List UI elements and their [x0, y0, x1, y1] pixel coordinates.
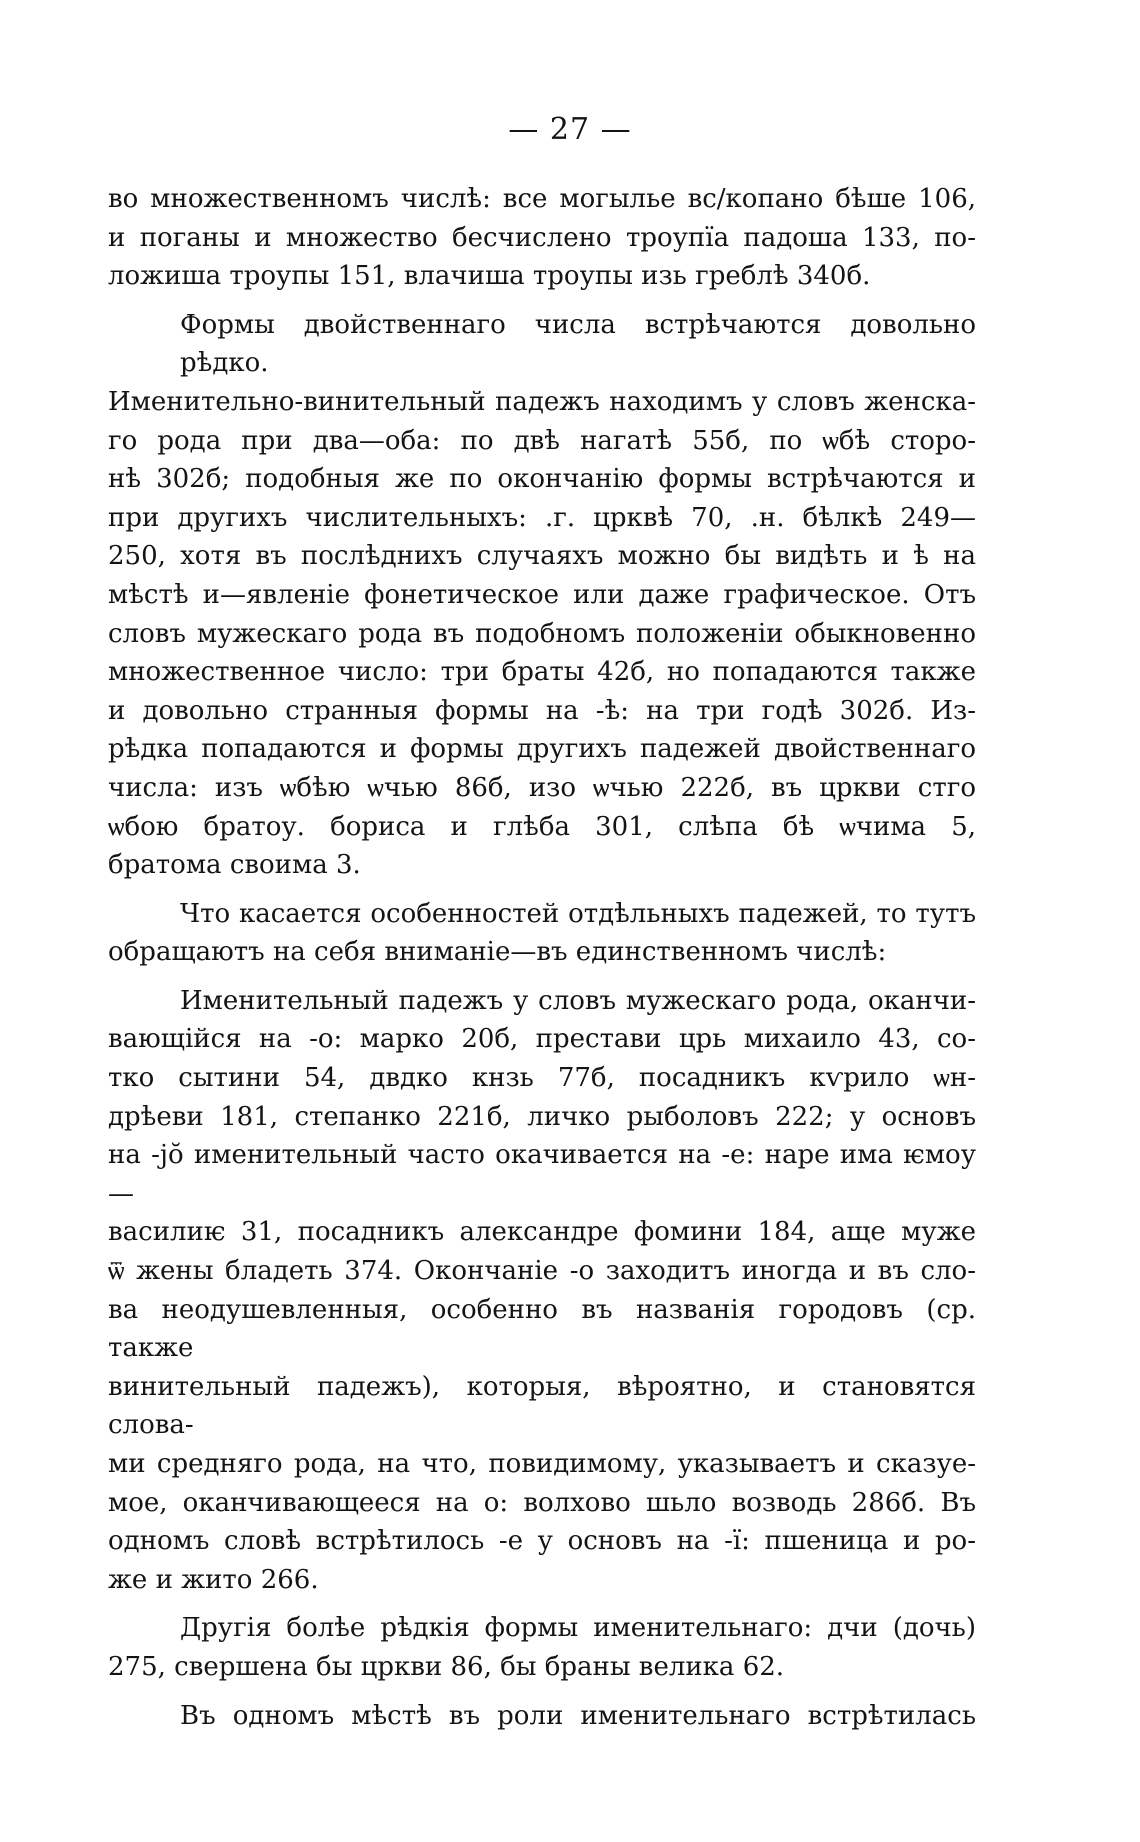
text-line: ми средняго рода, на что, повидимому, указываетъ и сказуе- [108, 1449, 976, 1479]
text-line: ѡбою братоу. бориса и глѣба 301, слѣпа бѣ ѡчима 5, [108, 811, 976, 842]
text-line: 275, свершена бы цркви 86, бы браны велика 62. [108, 1651, 785, 1682]
text-line: обращаютъ на себя вниманіе—въ единственномъ числѣ: [108, 937, 887, 968]
text-line: ва неодушевленныя, особенно въ названія городовъ (ср. также [108, 1294, 976, 1364]
text-line: рѣдка попадаются и формы другихъ падежей двойственнаго [108, 734, 976, 765]
text-line: Другія болѣе рѣдкія формы именительнаго: дчи (дочь) [180, 1613, 976, 1644]
text-line: Именительный падежъ у словъ мужескаго рода, оканчи- [180, 985, 976, 1016]
text-line: 250, хотя въ послѣднихъ случаяхъ можно бы видѣть и ѣ на [108, 541, 976, 572]
text-line: мое, оканчивающееся на о: волхово шьло возводь 286б. Въ [108, 1487, 976, 1518]
text-line: числа: изъ ѡбѣю ѡчью 86б, изо ѡчью 222б, въ цркви стго [108, 772, 976, 803]
text-line: нѣ 302б; подобныя же по окончанію формы встрѣчаются и [108, 464, 976, 495]
text-line: ѿ жены бладеть 374. Окончаніе -о заходитъ иногда и въ сло- [108, 1256, 976, 1287]
text-line: и довольно странныя формы на -ѣ: на три годѣ 302б. Из- [108, 695, 976, 726]
text-line: Формы двойственнаго числа встрѣчаются довольно рѣдко. [180, 309, 976, 379]
page-number: — 27 — [508, 112, 632, 147]
text-line: словъ мужескаго рода въ подобномъ положеніи обыкновенно [108, 618, 976, 649]
text-line: и поганы и множество бесчислено троупїа падоша 133, по- [108, 222, 976, 253]
text-line: Въ одномъ мѣстѣ въ роли именительнаго встрѣтилась [180, 1700, 976, 1731]
text-line: го рода при два—оба: по двѣ нагатѣ 55б, по ѡбѣ сторо- [108, 425, 976, 456]
text-line: же и жито 266. [108, 1564, 319, 1595]
text-line: винительный падежъ), которыя, вѣроятно, и становятся слова- [108, 1371, 976, 1441]
text-line: одномъ словѣ встрѣтилось -е у основъ на -ї: пшеница и ро- [108, 1526, 976, 1557]
text-line: дрѣеви 181, степанко 221б, личко рыболовъ 222; у основъ [108, 1101, 976, 1132]
text-line: василиѥ 31, посадникъ александре фомини 184, аще муже [108, 1217, 976, 1248]
text-line: Именительно-винительный падежъ находимъ у словъ женска- [108, 386, 976, 417]
text-line: множественное число: три браты 42б, но попадаются также [108, 657, 976, 688]
text-line: тко сытини 54, двдко кнзь 77б, посадникъ кѵрило ѡн- [108, 1063, 976, 1094]
text-line: Что касается особенностей отдѣльныхъ падежей, то тутъ [180, 898, 976, 929]
text-line: при другихъ числительныхъ: .г. црквѣ 70, .н. бѣлкѣ 249— [108, 502, 976, 533]
text-line: вающійся на -о: марко 20б, престави црь михаило 43, со- [108, 1024, 976, 1055]
text-line: братома своима 3. [108, 850, 361, 881]
text-line: мѣстѣ и—явленіе фонетическое или даже графическое. Отъ [108, 579, 976, 610]
text-line: ложиша троупы 151, влачиша троупы изь греблѣ 340б. [108, 261, 871, 292]
text-line: во множественномъ числѣ: все могылье вс/копано бѣше 106, [108, 184, 976, 214]
text-line: на -jŏ именительный часто окачивается на -е: наре има ѥмоу— [108, 1140, 976, 1209]
body-text [108, 180, 976, 1735]
